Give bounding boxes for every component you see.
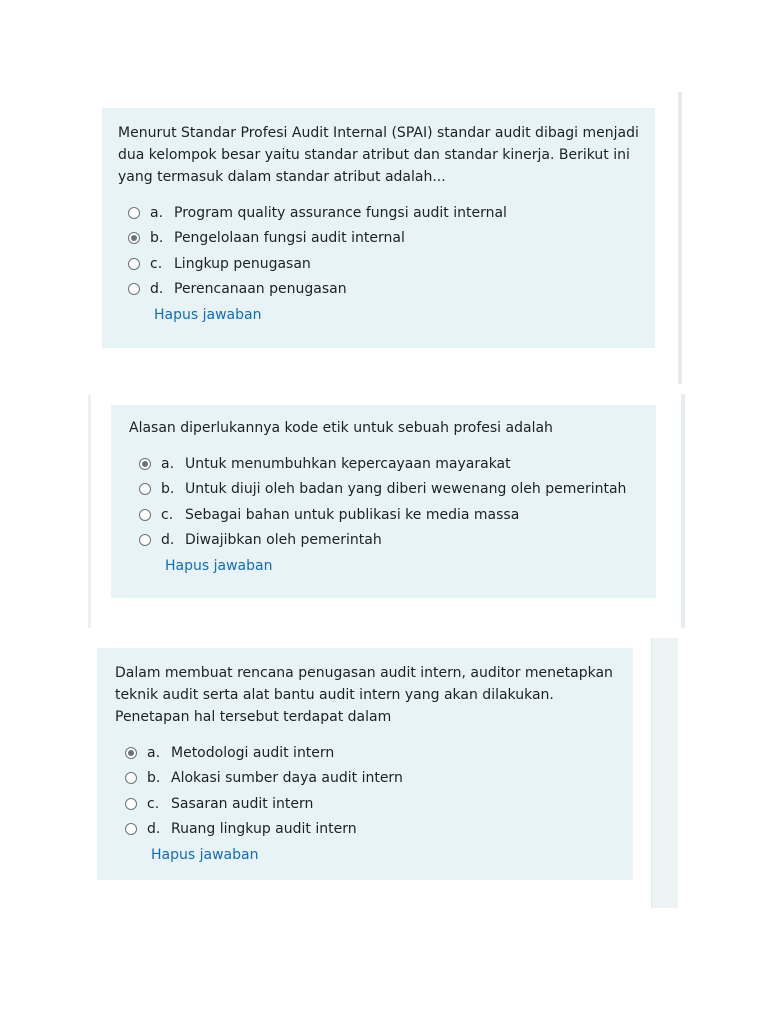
radio-unselected-icon[interactable] bbox=[125, 823, 137, 835]
radio-unselected-icon[interactable] bbox=[128, 283, 140, 295]
option-letter: d. bbox=[147, 821, 161, 838]
option-letter: c. bbox=[161, 506, 174, 523]
answer-list bbox=[129, 451, 638, 553]
radio-unselected-icon[interactable] bbox=[139, 509, 151, 521]
answer-option-c[interactable] bbox=[128, 251, 639, 277]
answer-list bbox=[118, 200, 639, 302]
option-letter: a. bbox=[150, 204, 164, 221]
page-edge-divider bbox=[651, 638, 678, 908]
option-text: Pengelolaan fungsi audit internal bbox=[174, 230, 405, 247]
option-text: Sasaran audit intern bbox=[171, 795, 314, 812]
option-text: Perencanaan penugasan bbox=[174, 281, 347, 298]
question-text: Dalam membuat rencana penugasan audit intern, auditor menetapkan teknik audit serta alat bantu audit intern yang akan dilakukan. Penetapan hal tersebut terdapat dalam bbox=[115, 665, 613, 725]
option-text: Lingkup penugasan bbox=[174, 255, 311, 272]
radio-selected-icon[interactable] bbox=[139, 458, 151, 470]
option-text: Diwajibkan oleh pemerintah bbox=[185, 532, 382, 549]
option-letter: b. bbox=[161, 481, 175, 498]
answer-option-b[interactable] bbox=[139, 477, 638, 503]
option-letter: c. bbox=[147, 795, 160, 812]
answer-option-c[interactable] bbox=[125, 791, 615, 817]
clear-answer-link[interactable]: Hapus jawaban bbox=[154, 307, 262, 323]
option-letter: a. bbox=[161, 455, 175, 472]
question-card-3 bbox=[97, 648, 633, 880]
option-letter: b. bbox=[147, 770, 161, 787]
quiz-screenshot-2 bbox=[88, 394, 685, 628]
question-text: Alasan diperlukannya kode etik untuk sebuah profesi adalah bbox=[129, 420, 553, 436]
question-card-2 bbox=[111, 405, 656, 598]
option-letter: d. bbox=[150, 281, 164, 298]
radio-unselected-icon[interactable] bbox=[139, 534, 151, 546]
answer-option-b[interactable] bbox=[125, 766, 615, 792]
option-letter: c. bbox=[150, 255, 163, 272]
answer-option-d[interactable] bbox=[128, 277, 639, 303]
option-text: Untuk diuji oleh badan yang diberi wewenang oleh pemerintah bbox=[185, 481, 627, 498]
answer-option-d[interactable] bbox=[139, 528, 638, 554]
answer-list bbox=[115, 740, 615, 842]
radio-unselected-icon[interactable] bbox=[139, 483, 151, 495]
option-text: Untuk menumbuhkan kepercayaan mayarakat bbox=[185, 455, 511, 472]
option-text: Sebagai bahan untuk publikasi ke media massa bbox=[185, 506, 520, 523]
radio-selected-icon[interactable] bbox=[128, 232, 140, 244]
clear-answer-link[interactable]: Hapus jawaban bbox=[151, 847, 259, 863]
option-text: Program quality assurance fungsi audit internal bbox=[174, 204, 507, 221]
clear-answer-link[interactable]: Hapus jawaban bbox=[165, 558, 273, 574]
radio-unselected-icon[interactable] bbox=[125, 798, 137, 810]
option-letter: a. bbox=[147, 744, 161, 761]
quiz-screenshot-3 bbox=[88, 638, 678, 908]
answer-option-d[interactable] bbox=[125, 817, 615, 843]
quiz-screenshot-1 bbox=[88, 92, 682, 384]
answer-option-b[interactable] bbox=[128, 226, 639, 252]
option-text: Ruang lingkup audit intern bbox=[171, 821, 357, 838]
question-text: Menurut Standar Profesi Audit Internal (SPAI) standar audit dibagi menjadi dua kelompok besar yaitu standar atribut dan standar kinerja. Berikut ini yang termasuk dalam standar atribut adalah... bbox=[118, 125, 639, 185]
radio-unselected-icon[interactable] bbox=[128, 258, 140, 270]
question-card-1 bbox=[102, 108, 655, 348]
radio-selected-icon[interactable] bbox=[125, 747, 137, 759]
answer-option-a[interactable] bbox=[128, 200, 639, 226]
option-letter: d. bbox=[161, 532, 175, 549]
radio-unselected-icon[interactable] bbox=[125, 772, 137, 784]
option-letter: b. bbox=[150, 230, 164, 247]
option-text: Metodologi audit intern bbox=[171, 744, 335, 761]
answer-option-a[interactable] bbox=[125, 740, 615, 766]
answer-option-a[interactable] bbox=[139, 451, 638, 477]
answer-option-c[interactable] bbox=[139, 502, 638, 528]
option-text: Alokasi sumber daya audit intern bbox=[171, 770, 403, 787]
radio-unselected-icon[interactable] bbox=[128, 207, 140, 219]
